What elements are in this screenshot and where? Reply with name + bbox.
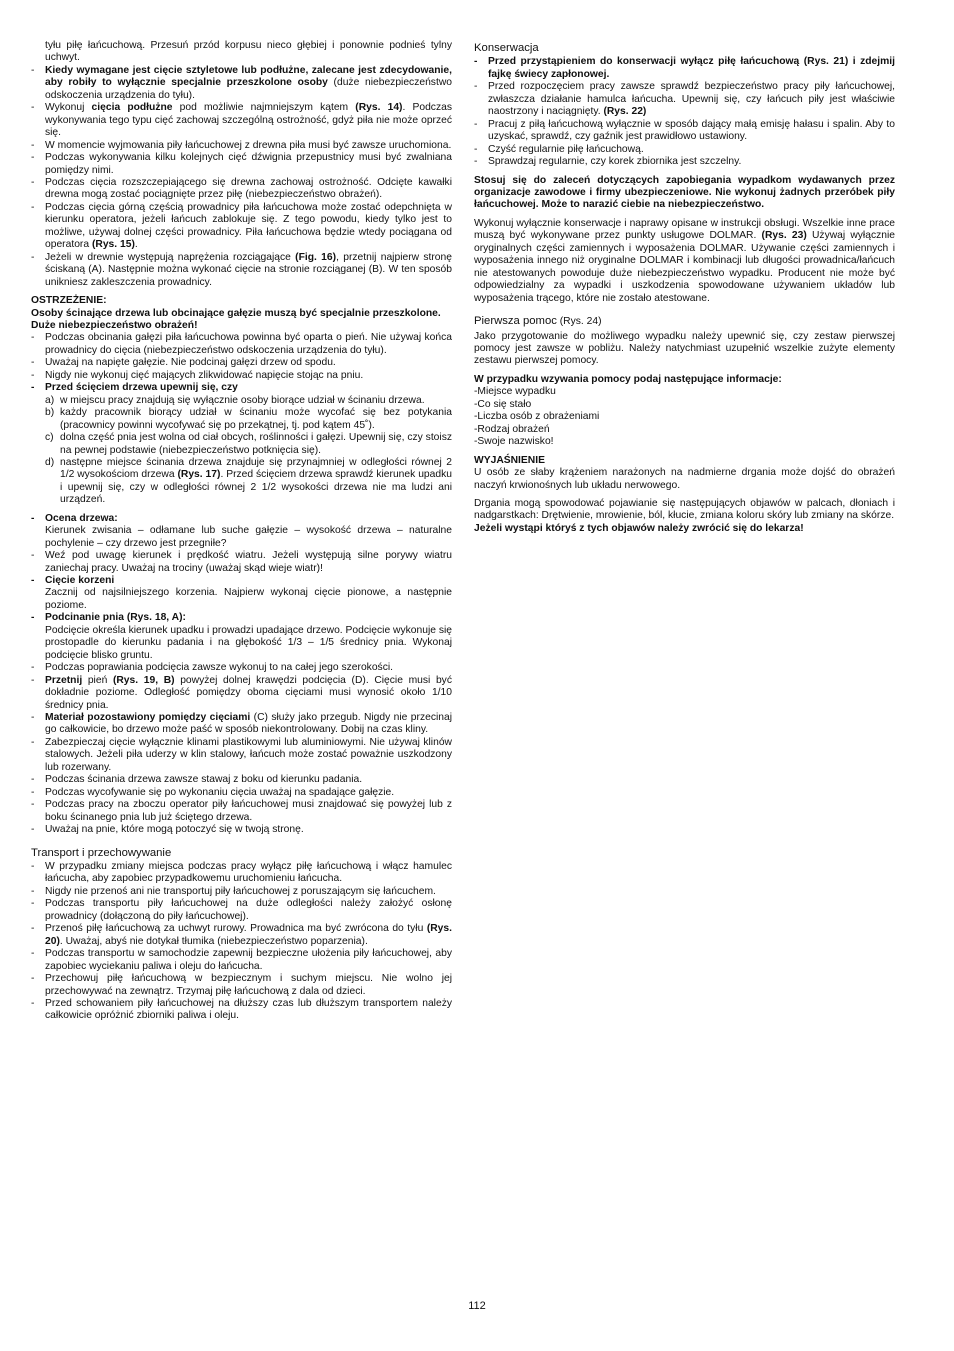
- list-item: - Weź pod uwagę kierunek i prędkość wiatru. Jeżeli występują silne porywy wiatru zaniechaj pracy. Uważaj na trociny (uważaj skąd wieje wiatr)!: [31, 550, 452, 575]
- list-item: - Podczas cięcia rozszczepiającego się drewna zachowaj ostrożność. Odcięte kawałki drewna mogą zostać pociągnięte przez piłę (niebezpieczeństwo obrażeń).: [31, 177, 452, 202]
- paragraph: U osób ze słaby krążeniem narażonych na nadmierne drgania może dojść do obrażeń naczyń krwionośnych lub układu nerwowego.: [474, 467, 895, 491]
- list-item: - Podczas transportu w samochodzie zapewnij bezpieczne ułożenia piły łańcuchowej, aby zapobiec wyciekaniu paliwa i oleju do łańcucha.: [31, 948, 452, 973]
- left-column: [31, 40, 452, 1023]
- paragraph: Podcięcie określa kierunek upadku i prowadzi upadające drzewo. Podcięcie wykonuje się prostopadle do kierunku padania i na głębokość 1/3 – 1/5 średnicy pnia. Wykonaj podcięcie blisko gruntu.: [45, 624, 452, 661]
- list-item: - Uważaj na napięte gałęzie. Nie podcinaj gałęzi drzew od spodu.: [31, 357, 452, 369]
- warning-title: OSTRZEŻENIE:: [31, 295, 107, 307]
- list-item: - Podczas transportu piły łańcuchowej na duże odległości należy założyć osłonę prowadnicy (dołączoną do piły łańcuchowej).: [31, 898, 452, 923]
- warning-body: Osoby ścinające drzewa lub obcinające gałęzie muszą być specjalnie przeszkolone. Duże niebezpieczeństwo obrażeń!: [31, 307, 441, 331]
- list-item: - Podczas wykonywania kilku kolejnych cięć dźwignia przepustnicy musi być zwalniana pomiędzy nimi.: [31, 152, 452, 177]
- list-item: - Przechowuj piłę łańcuchową w bezpiecznym i suchym miejscu. Nie wolno jej przechowywać na zewnątrz. Trzymaj piłę łańcuchową z dala od dzieci.: [31, 973, 452, 998]
- section-heading-first-aid: Pierwsza pomoc (Rys. 24): [474, 315, 602, 328]
- list-item: - Jeżeli w drewnie występują naprężenia rozciągające (Fig. 16), przetnij najpierw stronę ściskaną (A). Następnie można wykonać cięcie na stronie rozciąganej (B). W ten sposób unikniesz zakleszczenia prowadnicy.: [31, 252, 452, 289]
- list-item: - Sprawdzaj regularnie, czy korek zbiornika jest szczelny.: [474, 156, 895, 168]
- info-line: -Swoje nazwisko!: [474, 436, 554, 448]
- list-item: - Przenoś piłę łańcuchową za uchwyt rurowy. Prowadnica ma być zwrócona do tyłu (Rys. 20). Uważaj, abyś nie dotykał tłumika (niebezpieczeństwo poparzenia).: [31, 923, 452, 948]
- list-item: - W przypadku zmiany miejsca podczas pracy wyłącz piłę łańcuchową i włącz hamulec łańcucha, aby zapobiec przypadkowemu uruchomieniu łańcucha.: [31, 861, 452, 886]
- info-line: -Miejsce wypadku: [474, 386, 556, 398]
- list-item: - Kiedy wymagane jest cięcie sztyletowe lub podłużne, zalecane jest zdecydowanie, aby robiły to wyłącznie specjalnie przeszkolone osoby (duże niebezpieczeństwo odskoczenia urządzenia do tyłu).: [31, 65, 452, 102]
- list-item: - Podczas poprawiania podcięcia zawsze wykonuj to na całej jego szerokości.: [31, 662, 452, 674]
- paragraph: Wykonuj wyłącznie konserwacje i naprawy opisane w instrukcji obsługi. Wszelkie inne prace muszą być wykonywane przez punkty usługowe DOLMAR. (Rys. 23) Używaj wyłącznie oryginalnych części zamiennych i wyposażenia DOLMAR. Używanie części zamiennych i wyposażenia innego niż oryginalne DOLMAR i kombinacji lub długości prowadnica/łańcuch nie atestowanych powoduje duże niebezpieczeństwo wypadku. Producent nie może być odpowiedzialny za wypadki i uszkodzenia spowodowane używaniem układów lub wyposażenia trącego, które nie zostało atestowane.: [474, 217, 895, 304]
- paragraph: tyłu piłę łańcuchową. Przesuń przód korpusu nieco głębiej i ponownie podnieś tylny uchwyt.: [45, 40, 452, 64]
- list-item: - Podcinanie pnia (Rys. 18, A):: [31, 612, 452, 624]
- list-item: - Ocena drzewa:: [31, 513, 452, 525]
- list-item: - Zabezpieczaj cięcie wyłącznie klinami plastikowymi lub aluminiowymi. Nie używaj klinów stalowych. Jeżeli piła uderzy w klin stalowy, łańcuch może zostać poważnie uszkodzony lub rozerwany.: [31, 737, 452, 774]
- page-number: 112: [468, 1300, 486, 1312]
- section-heading-konserwacja: Konserwacja: [474, 42, 539, 54]
- right-column: [474, 40, 895, 535]
- info-line: -Co się stało: [474, 398, 532, 410]
- paragraph: Jeżeli wystąpi któryś z tych objawów należy zwrócić się do lekarza!: [474, 522, 804, 534]
- list-item: - Cięcie korzeni: [31, 575, 452, 587]
- paragraph: Drgania mogą spowodować pojawianie się następujących objawów w palcach, dłoniach i nadgarstkach: Drętwienie, mrowienie, ból, kłucie, zmiana koloru skóry lub zmiany na skórze.: [474, 497, 895, 522]
- list-item: - Nigdy nie przenoś ani nie transportuj piły łańcuchowej z poruszającym się łańcuchem.: [31, 886, 452, 898]
- sub-item: a) w miejscu pracy znajdują się wyłącznie osoby biorące udział w ścinaniu drzewa.: [45, 394, 425, 406]
- list-item: - Nigdy nie wykonuj cięć mających zlikwidować napięcie stojąc na pniu.: [31, 370, 452, 382]
- info-line: -Liczba osób z obrażeniami: [474, 411, 600, 423]
- list-item: - Podczas wycofywanie się po wykonaniu cięcia uważaj na spadające gałęzie.: [31, 787, 452, 799]
- list-item: - Podczas ścinania drzewa zawsze stawaj z boku od kierunku padania.: [31, 774, 452, 786]
- paragraph: Zacznij od najsilniejszego korzenia. Najpierw wykonaj cięcie pionowe, a następnie poziome.: [45, 587, 452, 611]
- list-item: - W momencie wyjmowania piły łańcuchowej z drewna piła musi być zawsze uruchomiona.: [31, 140, 452, 152]
- info-line: -Rodzaj obrażeń: [474, 423, 550, 435]
- paragraph: W przypadku wzywania pomocy podaj następujące informacje:: [474, 373, 782, 385]
- list-item: - Materiał pozostawiony pomiędzy cięciami (C) służy jako przegub. Nigdy nie przecinaj go całkowicie, bo drzewo może paść w sposób niekontrolowany. Dobij na czas kliny.: [31, 712, 452, 737]
- sub-item: d) następne miejsce ścinania drzewa znajduje się przynajmniej w odległości równej 2 1/2 wysokościom drzewa (Rys. 17). Przed ścięciem drzewa sprawdź kierunek upadku i upewnij się, czy w odległości równej 2 1/2 wysokości drzewa nie ma ludzi ani urządzeń.: [45, 456, 452, 506]
- list-item: - Podczas pracy na zboczu operator piły łańcuchowej musi znajdować się powyżej lub z boku ścinanego pnia lub już ściętego drzewa.: [31, 799, 452, 824]
- list-item: - Przed schowaniem piły łańcuchowej na dłuższy czas lub dłuższym transportem należy całkowicie opróżnić zbiorniki paliwa i oleju.: [31, 998, 452, 1023]
- section-heading-transport: Transport i przechowywanie: [31, 846, 172, 859]
- list-item: - Podczas obcinania gałęzi piła łańcuchowa powinna być oparta o pień. Nie używaj końca prowadnicy do cięcia (niebezpieczeństwo odskoczenia urządzenia do tyłu).: [31, 332, 452, 357]
- list-item: - Czyść regularnie piłę łańcuchową.: [474, 144, 895, 156]
- sub-item: c) dolna część pnia jest wolna od ciał obcych, roślinności i gałęzi. Upewnij się, czy stoisz na pewnej podstawie (niebezpieczeństwo potknięcia się).: [45, 432, 452, 456]
- list-item: - Przed przystąpieniem do konserwacji wyłącz piłę łańcuchową (Rys. 21) i zdejmij fajkę świecy zapłonowej.: [474, 56, 895, 81]
- list-item: - Przed ścięciem drzewa upewnij się, czy: [31, 382, 452, 394]
- list-item: - Przetnij pień (Rys. 19, B) powyżej dolnej krawędzi podcięcia (D). Cięcie musi być dokładnie poziome. Odległość pomiędzy oboma cięciami musi wynosić około 1/10 średnicy pnia.: [31, 675, 452, 712]
- explanation-title: WYJAŚNIENIE: [474, 454, 545, 466]
- list-item: - Wykonuj cięcia podłużne pod możliwie najmniejszym kątem (Rys. 14). Podczas wykonywania tego typu cięć zachowaj szczególną ostrożność, gdyż piła nie może oprzeć się.: [31, 102, 452, 139]
- paragraph: Jako przygotowanie do możliwego wypadku należy upewnić się, czy zestaw pierwszej pomocy jest zawsze w pobliżu. Należy natychmiast uzupełnić wszelkie zużyte elementy zestawu pierwszej pomocy.: [474, 330, 895, 367]
- list-item: - Podczas cięcia górną częścią prowadnicy piła łańcuchowa może zostać odepchnięta w kierunku operatora, jeżeli łańcuch zablokuje się. Z tego powodu, kiedy tylko jest to możliwe, używaj dolnej części prowadnicy. Piła łańcuchowa będzie wtedy pociągana od operatora (Rys. 15).: [31, 202, 452, 252]
- safety-notice: Stosuj się do zaleceń dotyczących zapobiegania wypadkom wydawanych przez organizacje zawodowe i firmy ubezpieczeniowe. Nie wykonuj żadnych przeróbek piły łańcuchowej. Może to narazić ciebie na niebezpieczeństwo.: [474, 174, 895, 211]
- sub-item: b) każdy pracownik biorący udział w ścinaniu może wycofać się bez potykania (pracownicy powinni wycofywać się po przekątnej, tj. pod kątem 45˚).: [45, 407, 452, 431]
- list-item: - Pracuj z piłą łańcuchową wyłącznie w sposób dający małą emisję hałasu i spalin. Aby to uzyskać, sprawdź, czy gaźnik jest prawidłowo ustawiony.: [474, 119, 895, 144]
- list-item: - Przed rozpoczęciem pracy zawsze sprawdź bezpieczeństwo pracy piły łańcuchowej, zwłaszcza działanie hamulca łańcucha. Upewnij się, czy łańcuch piły jest właściwie naostrzony i naciągnięty. (Rys. 22): [474, 81, 895, 118]
- paragraph: Kierunek zwisania – odłamane lub suche gałęzie – wysokość drzewa – naturalne pochylenie – czy drzewo jest przegniłe?: [45, 525, 452, 549]
- list-item: - Uważaj na pnie, które mogą potoczyć się w twoją stronę.: [31, 824, 452, 836]
